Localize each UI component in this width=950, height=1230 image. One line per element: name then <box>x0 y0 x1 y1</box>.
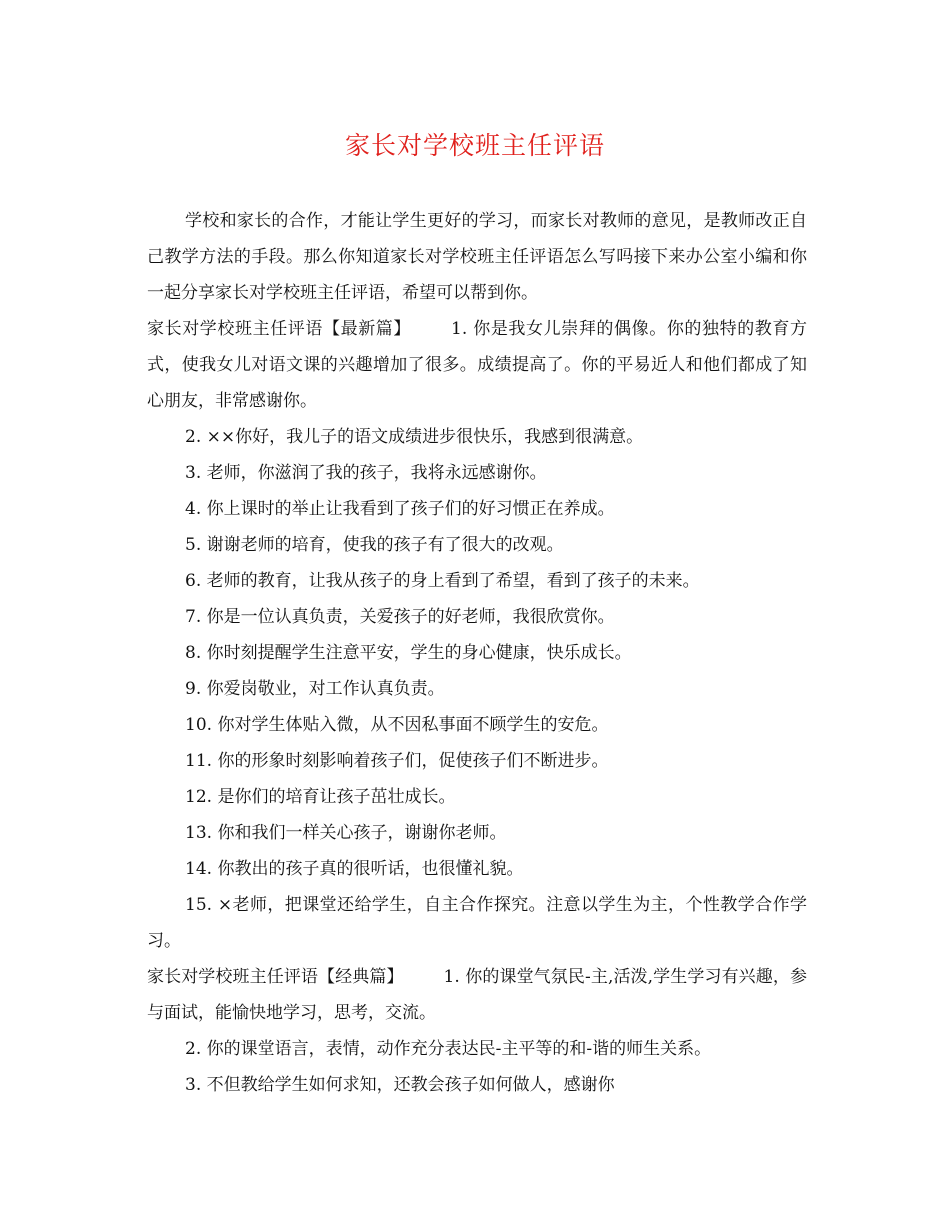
list-item: 3. 不但教给学生如何求知，还教会孩子如何做人，感谢你 <box>185 1075 615 1095</box>
list-item: 13. 你和我们一样关心孩子，谢谢你老师。 <box>185 823 507 843</box>
list-item: 4. 你上课时的举止让我看到了孩子们的好习惯正在养成。 <box>185 499 615 519</box>
list-item: 5. 谢谢老师的培育，使我的孩子有了很大的改观。 <box>185 535 564 555</box>
list-item: 15. ×老师，把课堂还给学生，自主合作探究。注意以学生为主，个性教学合作学习。 <box>147 895 807 951</box>
list-item: 11. 你的形象时刻影响着孩子们，促使孩子们不断进步。 <box>185 751 609 771</box>
list-item: 9. 你爱岗敬业，对工作认真负责。 <box>185 679 445 699</box>
section-heading-latest: 家长对学校班主任评语【最新篇】 <box>147 319 411 339</box>
document-body <box>147 203 807 1103</box>
list-item: 8. 你时刻提醒学生注意平安，学生的身心健康，快乐成长。 <box>185 643 632 663</box>
section-paragraph <box>147 959 807 1031</box>
list-item: 1. 你的课堂气氛民-主,活泼,学生学习有兴趣，参与面试，能愉快地学习，思考，交流。 <box>147 967 807 1023</box>
list-item: 2. 你的课堂语言，表情，动作充分表达民-主平等的和-谐的师生关系。 <box>185 1039 712 1059</box>
intro-paragraph: 学校和家长的合作，才能让学生更好的学习，而家长对教师的意见，是教师改正自己教学方法的手段。那么你知道家长对学校班主任评语怎么写吗接下来办公室小编和你一起分享家长对学校班主任评语，希望可以帮到你。 <box>147 211 807 303</box>
list-item: 3. 老师，你滋润了我的孩子，我将永远感谢你。 <box>185 463 547 483</box>
list-item: 1. 你是我女儿崇拜的偶像。你的独特的教育方式，使我女儿对语文课的兴趣增加了很多。成绩提高了。你的平易近人和他们都成了知心朋友，非常感谢你。 <box>147 319 808 411</box>
list-item: 14. 你教出的孩子真的很听话，也很懂礼貌。 <box>185 859 524 879</box>
list-item: 10. 你对学生体贴入微，从不因私事面不顾学生的安危。 <box>185 715 609 735</box>
list-item: 2. ××你好，我儿子的语文成绩进步很快乐，我感到很满意。 <box>185 427 644 447</box>
list-item: 12. 是你们的培育让孩子茁壮成长。 <box>185 787 456 807</box>
section-paragraph <box>147 311 807 419</box>
list-item: 7. 你是一位认真负责，关爱孩子的好老师，我很欣赏你。 <box>185 607 615 627</box>
page-title: 家长对学校班主任评语 <box>344 131 605 160</box>
section-heading-classic: 家长对学校班主任评语【经典篇】 <box>147 967 404 987</box>
list-item: 6. 老师的教育，让我从孩子的身上看到了希望，看到了孩子的未来。 <box>185 571 700 591</box>
